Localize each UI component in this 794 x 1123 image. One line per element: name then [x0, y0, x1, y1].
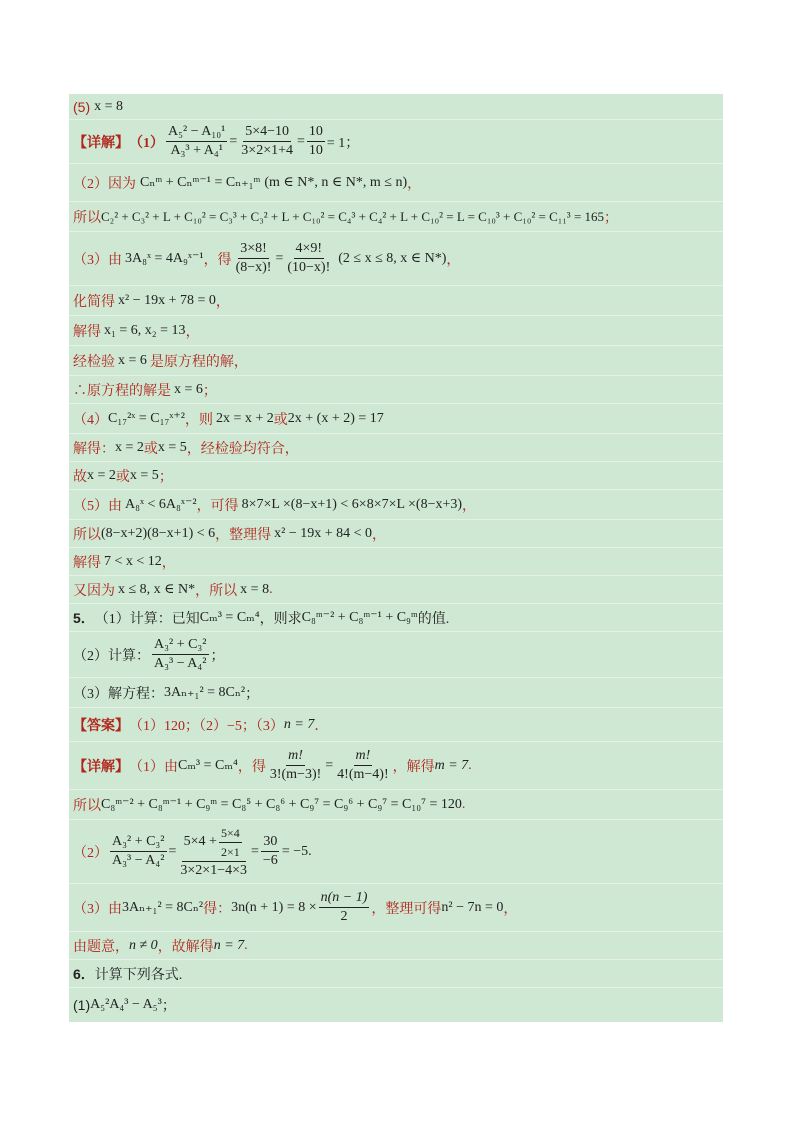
- equation: 3Aₙ₊₁² = 8Cₙ²: [122, 900, 204, 915]
- equation: x = 2: [87, 467, 116, 483]
- lead-text: （3）由: [73, 901, 122, 917]
- lead-text: 解得: [73, 324, 101, 340]
- question-6-header: [69, 960, 723, 988]
- result: = −5.: [281, 843, 312, 859]
- question-5-part-1: 5． （1）计算：已知 Cₘ³ = Cₘ⁴ ，则求 C₈ᵐ⁻² + C₈ᵐ⁻¹ + C₉ᵐ 的值.: [69, 604, 723, 632]
- equation: x ≤ 8, x ∈ N*: [118, 582, 196, 597]
- fraction: $\frac{\text{A₃² + C₃²}}{\text{A₃³ − A₄²}}$: [112, 834, 165, 868]
- question-5-part-3: （3）解方程： 3Aₙ₊₁² = 8Cₙ² ；: [69, 678, 723, 708]
- equation: x = 8: [94, 98, 124, 114]
- equation: x₁ = 6, x₂ = 13: [104, 322, 186, 338]
- equation: n² − 7n = 0: [441, 899, 504, 915]
- question-text: 计算下列各式.: [94, 967, 183, 983]
- inner-fraction: $\frac{5\times 4}{2\times 1}$: [220, 825, 240, 859]
- fraction: $\frac{m!}{4!(m-4)!}$: [337, 748, 389, 782]
- lead-text: ∴原方程的解是: [73, 383, 171, 399]
- line-detail-5b: 所以 (8−x+2)(8−x+1) < 6 ，整理得 x² − 19x + 84 < 0 ，: [69, 520, 723, 548]
- lead-text: 经检验: [73, 354, 115, 370]
- line-detail-3: （3）由 3A₈ˣ = 4A₉ˣ⁻¹ ，得 $\frac{3\times 8!}{(8-x)!}$ = $\frac{4\times 9!}{(10-x)!}$ (2 ≤ x ≤ 8, x ∈ N*) ，: [69, 232, 723, 286]
- equation: n = 7: [213, 937, 245, 953]
- lead-text: （5）由: [73, 498, 122, 514]
- equation: (8−x+2)(8−x+1) < 6: [101, 525, 216, 541]
- lead-text: （1）由: [129, 759, 178, 775]
- equation: x = 6: [118, 352, 147, 368]
- line-solve-4: 解得： x = 2 或 x = 5 ，经检验均符合，: [69, 434, 723, 462]
- fraction: $\frac{n(n - 1)}{2}$: [320, 890, 368, 924]
- equation: A₈ˣ < 6A₈ˣ⁻²: [125, 497, 197, 512]
- lead-text: （3）由: [73, 252, 122, 268]
- line-detail-2b: 所以 C₂² + C₃² + L + C₁₀² = C₃³ + C₃² + L + C₁₀² = C₄³ + C₄² + L + C₁₀² = L = C₁₀³ + C₁₀² = C₁₁³ = 165 ；: [69, 202, 723, 232]
- equation: x = 2: [115, 439, 144, 455]
- equation: x² − 19x + 78 = 0: [118, 292, 216, 308]
- condition: (2 ≤ x ≤ 8, x ∈ N*): [338, 251, 447, 266]
- line-simplify: 化简得 x² − 19x + 78 = 0 ，: [69, 286, 723, 316]
- detail-tag: 【详解】: [73, 135, 129, 151]
- fraction: $\frac{m!}{3!(m-3)!}$: [269, 748, 322, 782]
- equation: A₅²A₄³ − A₅³: [90, 997, 162, 1012]
- line-detail-2: （2）因为 Cₙᵐ + Cₙᵐ⁻¹ = Cₙ₊₁ᵐ (m ∈ N*, n ∈ N*, m ≤ n) ，: [69, 164, 723, 202]
- line-detail-4: （4） C₁₇²ˣ = C₁₇ˣ⁺² ，则 2x = x + 2 或 2x + (x + 2) = 17: [69, 404, 723, 434]
- fraction: 5×4 + $\frac{5\times 4}{2\times 1}$ 3×2×1−4×3: [180, 825, 247, 878]
- line-conclusion-4: 故 x = 2 或 x = 5 ；: [69, 462, 723, 490]
- equation: x² − 19x + 84 < 0: [274, 525, 373, 541]
- equation: Cₙᵐ + Cₙᵐ⁻¹ = Cₙ₊₁ᵐ: [140, 175, 261, 190]
- lead-text: （2）因为: [73, 176, 136, 192]
- line-detail-q5-2: （2） $\frac{\text{A₃² + C₃²}}{\text{A₃³ − A₄²}}$ = 5×4 + $\frac{5\times 4}{2\times 1}$ 3×2×1−4×3 = $\frac{30}{-6}$ = −5.: [69, 820, 723, 884]
- lead-text: 所以: [73, 527, 101, 543]
- equation: C₈ᵐ⁻² + C₈ᵐ⁻¹ + C₉ᵐ: [301, 610, 418, 625]
- lead-text: 故: [73, 469, 87, 485]
- equation: C₁₇²ˣ = C₁₇ˣ⁺²: [108, 411, 185, 426]
- line-detail-5: （5）由 A₈ˣ < 6A₈ˣ⁻² ，可得 8×7×L ×(8−x+1) < 6×8×7×L ×(8−x+3) ，: [69, 490, 723, 520]
- question-5-part-2: （2）计算： $\frac{\text{A₃² + C₃²}}{\text{A₃³ − A₄²}}$ ；: [69, 632, 723, 678]
- lead-text: 解得：: [73, 441, 115, 457]
- question-6-part-1: (1) A₅²A₄³ − A₅³ ；: [73, 997, 176, 1014]
- line-answer: 【答案】 （1）120 ；（2）−5 ；（3） n = 7 ．: [69, 708, 723, 742]
- equation: C₈ᵐ⁻² + C₈ᵐ⁻¹ + C₉ᵐ = C₈⁵ + C₈⁶ + C₉⁷ = C₉⁶ + C₉⁷ = C₁₀⁷ = 120: [101, 797, 462, 812]
- fraction: $\frac{4\times 9!}{(10-x)!}$: [287, 241, 331, 275]
- equation: x = 6: [174, 381, 203, 397]
- fraction: $\frac{3\times 8!}{(8-x)!}$: [235, 241, 272, 275]
- lead-text: （2）: [73, 845, 108, 861]
- fraction: $\frac{5\times 4-10}{3\times 2\times 1+4}$: [241, 124, 293, 158]
- equation: 3A₈ˣ = 4A₉ˣ⁻¹: [125, 251, 204, 266]
- equation: x = 5: [129, 467, 159, 483]
- lead-text: 解得: [73, 555, 101, 571]
- answer-tag: 【答案】: [73, 718, 129, 734]
- question-number: 6．: [73, 965, 95, 982]
- lead-text: （4）: [73, 412, 108, 428]
- lead-text: （2）计算：: [73, 648, 150, 664]
- fraction: $\frac{\text{A₃² + C₃²}}{\text{A₃³ − A₄²}}$: [154, 637, 207, 671]
- equation: x = 8: [240, 581, 270, 597]
- fraction: $\frac{10}{10}$: [308, 124, 323, 158]
- equation: m = 7: [434, 757, 469, 773]
- fraction: $\frac{\text{A₅² − A₁₀¹}}{\text{A₃³ + A₄¹}}$: [168, 124, 226, 158]
- item-label: (5): [73, 98, 91, 115]
- result: = 1；: [326, 135, 360, 151]
- line-conclusion: ∴原方程的解是 x = 6 ；: [69, 376, 723, 404]
- item-label: (1): [73, 997, 91, 1013]
- lead-text: （3）解方程：: [73, 686, 164, 702]
- equation: x = 5: [157, 439, 187, 455]
- line-detail-q5-1: 【详解】 （1）由 Cₘ³ = Cₘ⁴ ，得 $\frac{m!}{3!(m-3)!}$ = $\frac{m!}{4!(m-4)!}$ ，解得 m = 7 .: [69, 742, 723, 790]
- line-detail-1: 【详解】 （1） $\frac{\text{A₅² − A₁₀¹}}{\text{A₃³ + A₄¹}}$ = $\frac{5\times 4-10}{3\times 2\times 1+4}$ = $\frac{10}{10}$ = 1；: [69, 120, 723, 164]
- equation: 2x + (x + 2) = 17: [287, 410, 384, 426]
- lead-text: 由题意，: [73, 939, 129, 955]
- question-number: 5．: [73, 609, 95, 626]
- lead-text: （1）计算：已知: [94, 611, 200, 627]
- item-index: （1）: [129, 135, 164, 151]
- equation: Cₘ³ = Cₘ⁴: [199, 610, 260, 625]
- equation: C₂² + C₃² + L + C₁₀² = C₃³ + C₃² + L + C₁₀² = C₄³ + C₄² + L + C₁₀² = L = C₁₀³ + C₁₀² = C₁₁³ = 165: [101, 208, 605, 224]
- lead-text: 化简得: [73, 294, 115, 310]
- equation: 3n(n + 1) = 8 ×: [231, 899, 317, 915]
- detail-tag: 【详解】: [73, 759, 129, 775]
- line-solve-5: 解得 7 < x < 12 ，: [69, 548, 723, 576]
- lead-text: 又因为: [73, 583, 115, 599]
- equation: n ≠ 0: [129, 937, 158, 953]
- equation: 7 < x < 12: [104, 553, 162, 569]
- equation: 3Aₙ₊₁² = 8Cₙ²: [164, 685, 246, 700]
- line-answer-5: [69, 94, 723, 120]
- line-solve: 解得 x₁ = 6, x₂ = 13 ，: [69, 316, 723, 346]
- line-conclusion-5: 又因为 x ≤ 8, x ∈ N* ，所以 x = 8 .: [69, 576, 723, 604]
- fraction: $\frac{30}{-6}$: [262, 834, 278, 868]
- equation: Cₘ³ = Cₘ⁴: [178, 758, 238, 773]
- line-detail-q5-3b: 由题意， n ≠ 0 ，故解得 n = 7 .: [69, 932, 723, 960]
- equation: 8×7×L ×(8−x+1) < 6×8×7×L ×(8−x+3): [241, 496, 463, 512]
- line-check: 经检验 x = 6 是原方程的解，: [69, 346, 723, 376]
- condition: (m ∈ N*, n ∈ N*, m ≤ n): [264, 175, 408, 190]
- equation: 2x = x + 2: [215, 410, 274, 426]
- equation: n = 7: [283, 716, 315, 732]
- lead-text: 所以: [73, 798, 101, 814]
- line-detail-q5-1b: 所以 C₈ᵐ⁻² + C₈ᵐ⁻¹ + C₉ᵐ = C₈⁵ + C₈⁶ + C₉⁷ = C₉⁶ + C₉⁷ = C₁₀⁷ = 120 .: [69, 790, 723, 820]
- lead-text: 所以: [73, 210, 101, 226]
- line-detail-q5-3: （3）由 3Aₙ₊₁² = 8Cₙ² 得： 3n(n + 1) = 8 × $\frac{n(n - 1)}{2}$ ，整理可得 n² − 7n = 0 ，: [69, 884, 723, 932]
